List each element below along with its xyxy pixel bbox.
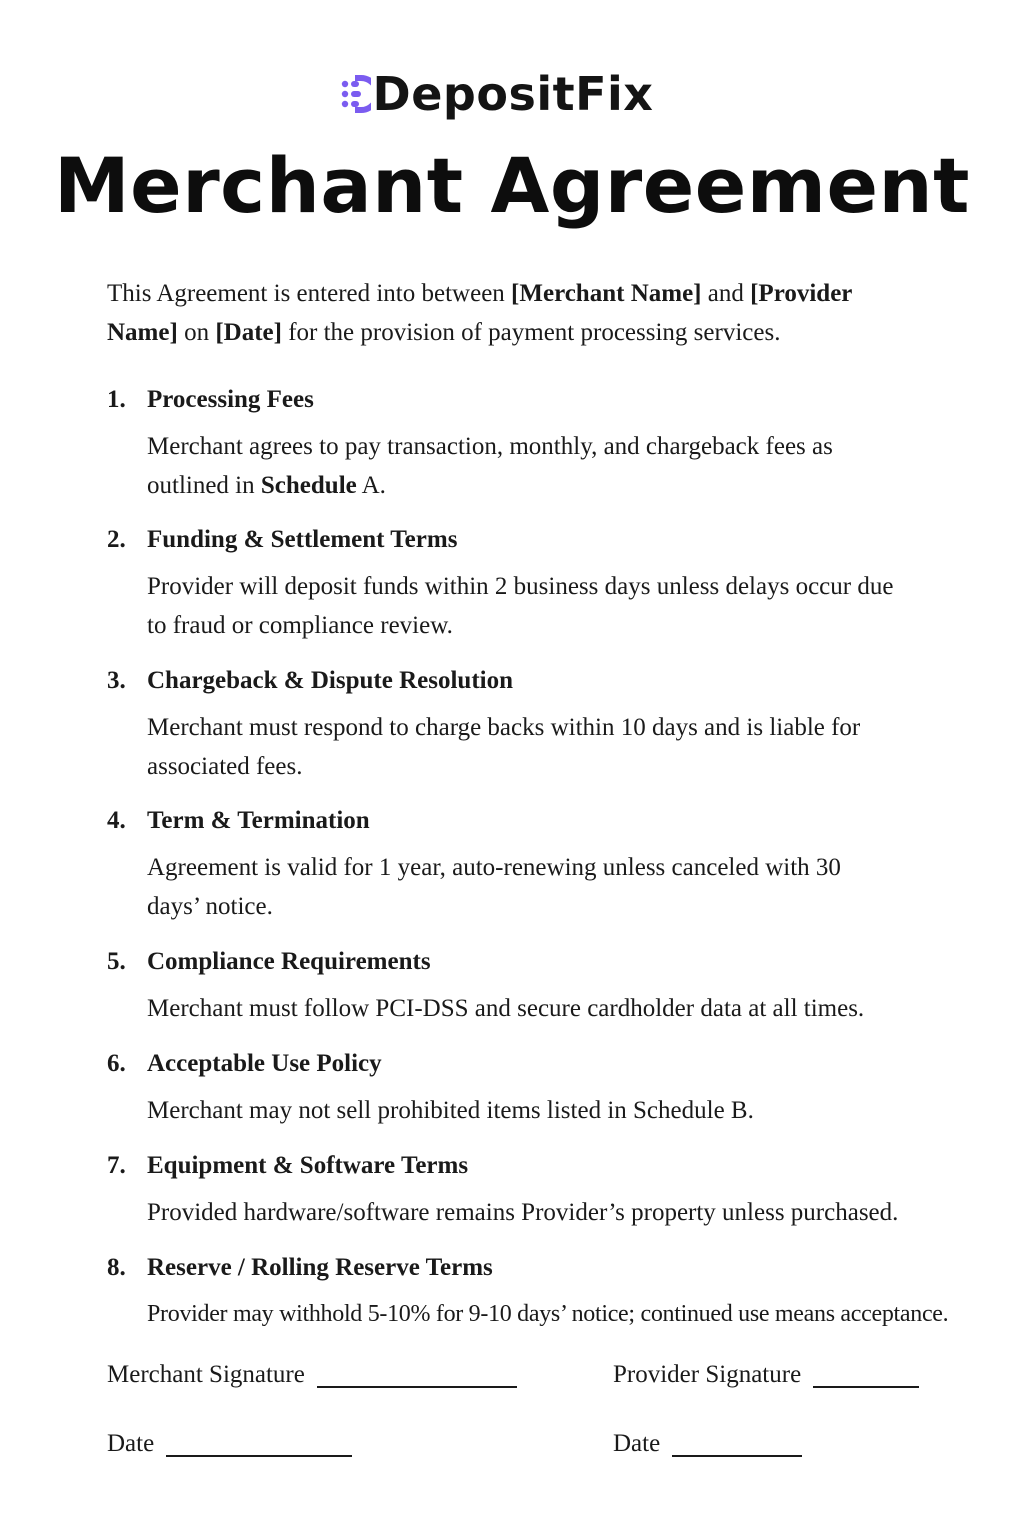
section-number: 2.: [107, 526, 126, 553]
section-heading: Reserve / Rolling Reserve Terms: [147, 1254, 493, 1281]
section-heading: Chargeback & Dispute Resolution: [147, 667, 513, 694]
section-body: Merchant may not sell prohibited items listed in Schedule B.: [147, 1097, 754, 1124]
section-body: Provided hardware/software remains Provider’s property unless purchased.: [147, 1199, 899, 1226]
section-body: Provider will deposit funds within 2 business days unless delays occur due to fraud or compliance review.: [147, 573, 894, 639]
section-body: [147, 427, 887, 505]
section-body: Provider may withhold 5-10% for 9-10 days’ notice; continued use means acceptance.: [147, 1301, 949, 1327]
section-number: 5.: [107, 948, 126, 975]
section-number: 7.: [107, 1152, 126, 1179]
provider-date-label: Date: [613, 1430, 661, 1457]
section-heading: Compliance Requirements: [147, 948, 431, 975]
provider-name-placeholder: [Provider Name]: [107, 280, 852, 346]
provider-date-line[interactable]: [672, 1431, 802, 1457]
page-title: Merchant Agreement: [54, 141, 970, 230]
section-body-text-end: A.: [356, 472, 386, 499]
intro-text-2: and: [701, 280, 751, 307]
provider-signature-line[interactable]: [813, 1362, 919, 1388]
section-body: Agreement is valid for 1 year, auto-renewing unless canceled with 30 days’ notice.: [147, 854, 841, 920]
merchant-name-placeholder: [Merchant Name]: [511, 280, 702, 307]
section-number: 4.: [107, 807, 126, 834]
intro-paragraph: [107, 274, 907, 352]
section-heading: Equipment & Software Terms: [147, 1152, 469, 1179]
section-body: Merchant must follow PCI-DSS and secure cardholder data at all times.: [147, 995, 865, 1022]
section-number: 8.: [107, 1254, 126, 1281]
section-heading: Term & Termination: [147, 807, 370, 834]
section-number: 6.: [107, 1050, 126, 1077]
date-placeholder: [Date]: [215, 319, 282, 346]
section-term-termination: [107, 804, 1007, 926]
merchant-date-line[interactable]: [166, 1431, 352, 1457]
intro-text-3: on: [177, 319, 216, 346]
merchant-signature-label: Merchant Signature: [107, 1361, 305, 1388]
merchant-date-field[interactable]: [107, 1427, 352, 1461]
provider-date-field[interactable]: [613, 1427, 802, 1461]
section-heading: Processing Fees: [147, 386, 314, 413]
section-body: Merchant must respond to charge backs within 10 days and is liable for associated fees.: [147, 714, 861, 780]
merchant-signature-field[interactable]: [107, 1358, 517, 1392]
merchant-signature-line[interactable]: [317, 1362, 517, 1388]
merchant-date-label: Date: [107, 1430, 155, 1457]
section-funding-settlement: [107, 523, 1007, 645]
section-reserve-terms: [107, 1251, 1007, 1334]
section-processing-fees: [107, 383, 1007, 505]
section-compliance: [107, 945, 1007, 1028]
section-body-text: Merchant agrees to pay transaction, monthly, and chargeback fees as outlined in: [147, 433, 833, 499]
logo-wordmark: DepositFix: [372, 67, 654, 121]
section-chargeback-dispute: [107, 664, 1007, 786]
provider-signature-label: Provider Signature: [613, 1361, 802, 1388]
section-equipment-software: [107, 1149, 1007, 1232]
intro-text-4: for the provision of payment processing services.: [281, 319, 781, 346]
section-number: 3.: [107, 667, 126, 694]
section-heading: Acceptable Use Policy: [147, 1050, 382, 1077]
schedule-reference: Schedule: [260, 472, 357, 499]
section-heading: Funding & Settlement Terms: [147, 526, 458, 553]
dotted-d-icon: [341, 72, 371, 116]
intro-text-1: This Agreement is entered into between: [107, 280, 512, 307]
section-number: 1.: [107, 386, 126, 413]
logo: [0, 64, 1024, 124]
provider-signature-field[interactable]: [613, 1358, 919, 1392]
section-acceptable-use: [107, 1047, 1007, 1130]
